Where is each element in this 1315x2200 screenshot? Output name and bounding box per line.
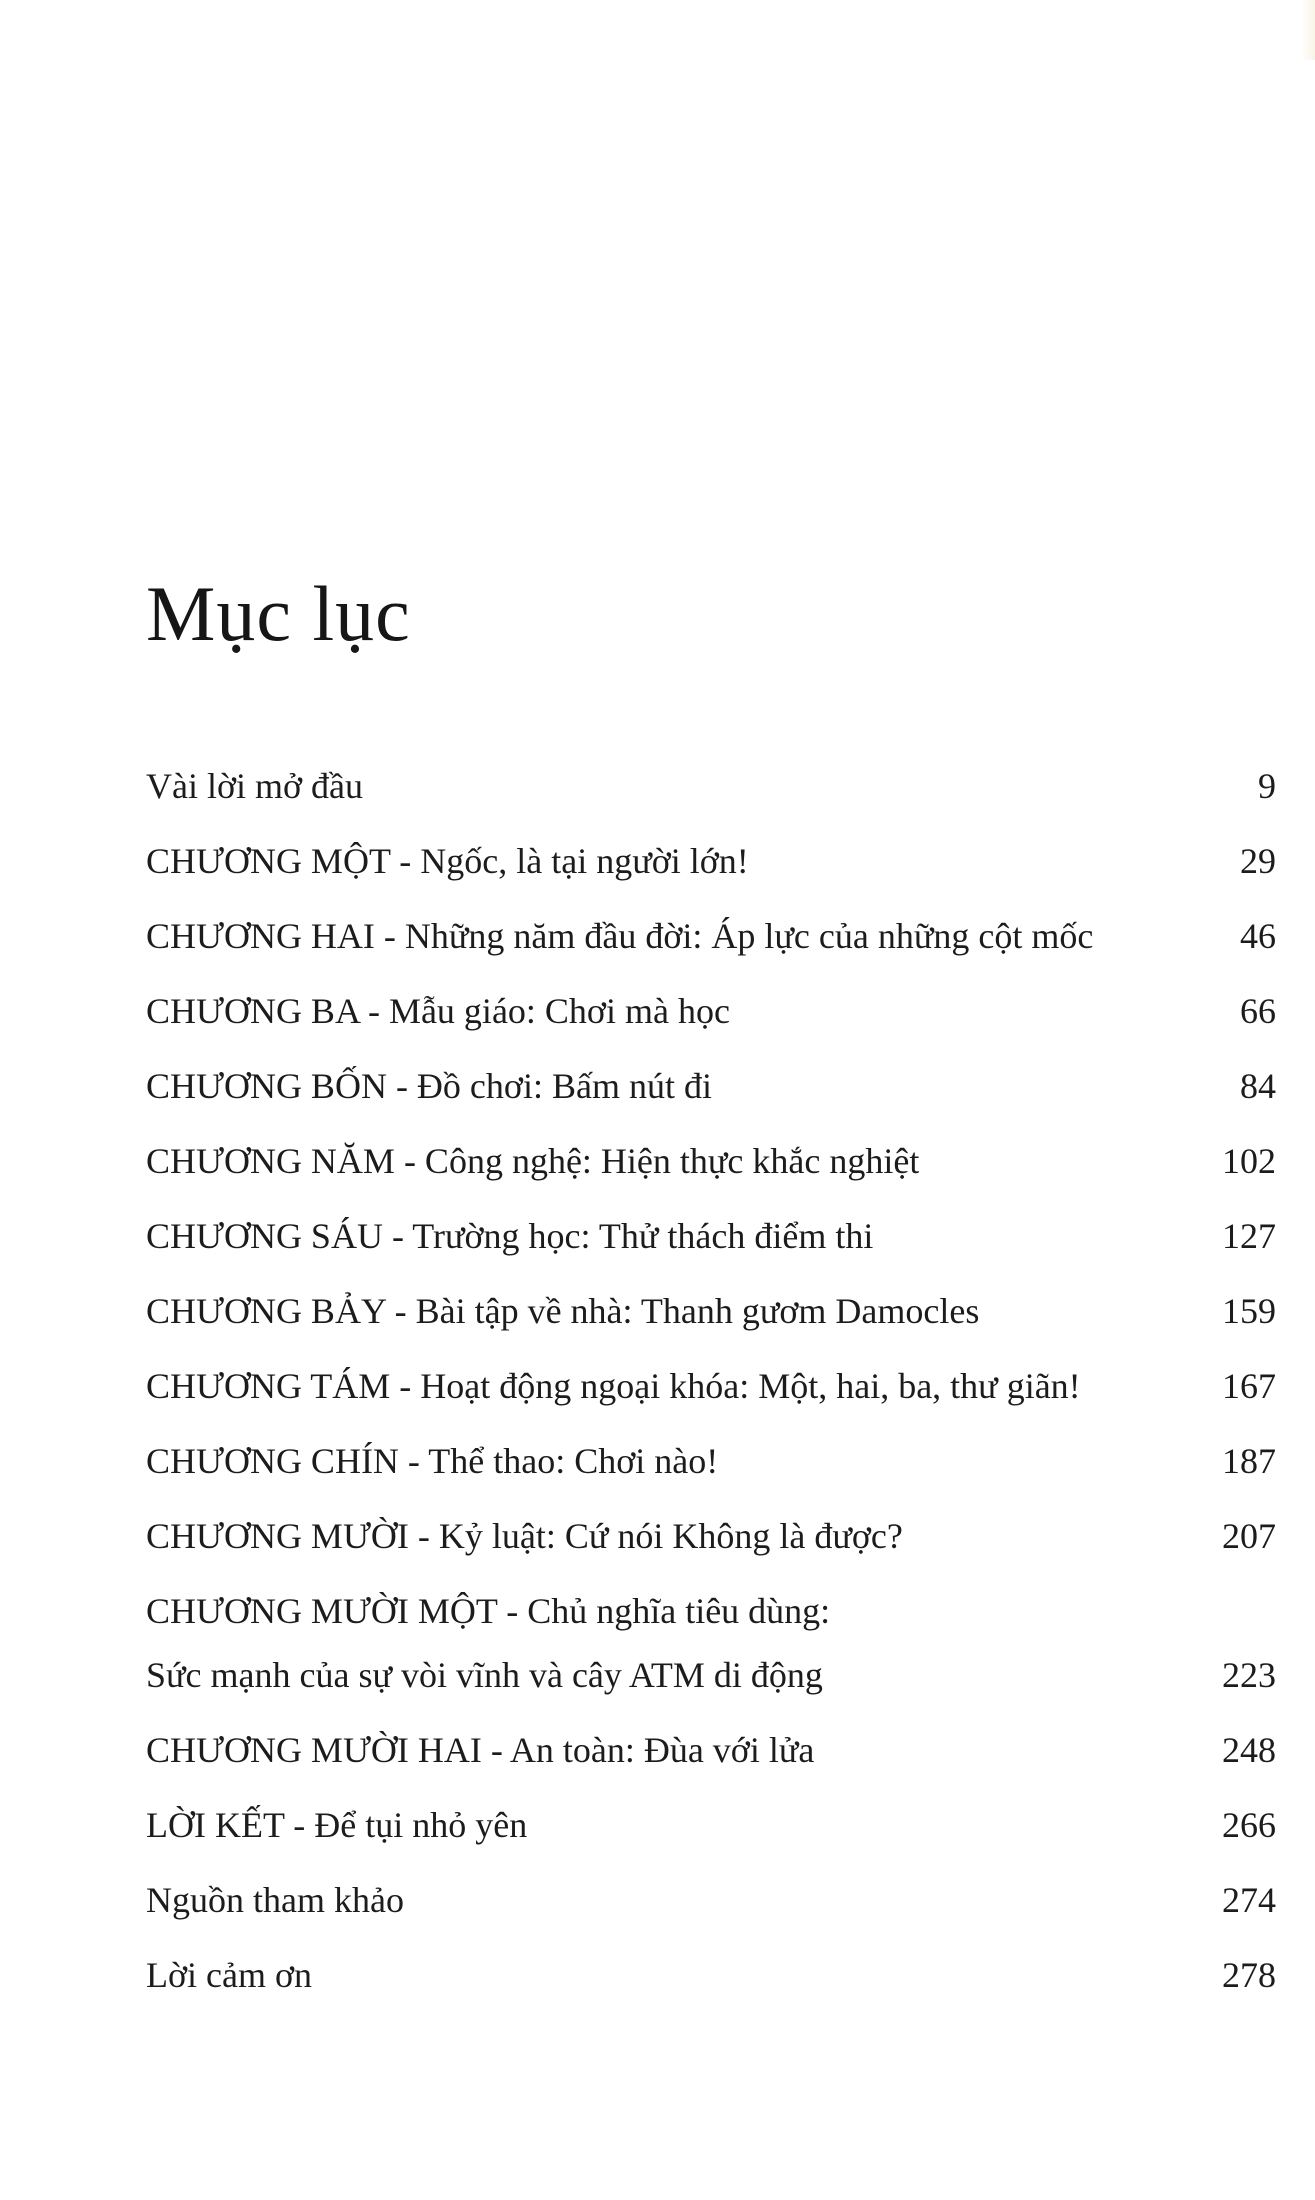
toc-entry-title: CHƯƠNG MỘT - Ngốc, là tại người lớn! [146, 841, 749, 881]
toc-entry-chapter-12 [146, 1729, 1276, 1804]
page-edge-shade [1301, 0, 1315, 60]
toc-entry-page: 29 [1240, 841, 1276, 881]
toc-entry-page: 102 [1222, 1141, 1276, 1181]
toc-entry-page: 187 [1222, 1441, 1276, 1481]
toc-entry-page: 167 [1222, 1366, 1276, 1406]
toc-entry-chapter-5 [146, 1140, 1276, 1215]
toc-entry-title: CHƯƠNG BA - Mẫu giáo: Chơi mà học [146, 991, 730, 1031]
toc-entry-chapter-3 [146, 990, 1276, 1065]
toc-entry-page: 84 [1240, 1066, 1276, 1106]
toc-entry-chapter-2 [146, 915, 1276, 990]
toc-entry-page: 223 [1222, 1655, 1276, 1695]
toc-entry-page: 66 [1240, 991, 1276, 1031]
toc-entry-chapter-9 [146, 1440, 1276, 1515]
toc-entry-title: Vài lời mở đầu [146, 766, 364, 806]
toc-entry-page: 248 [1222, 1730, 1276, 1770]
toc-entry-acknowledgements [146, 1954, 1276, 2029]
toc-entry-page: 127 [1222, 1216, 1276, 1256]
toc-entry-title: Nguồn tham khảo [146, 1880, 404, 1920]
toc-entry-chapter-11-line-2 [146, 1654, 1276, 1729]
toc-entry-title: CHƯƠNG BẢY - Bài tập về nhà: Thanh gươm Damocles [146, 1291, 980, 1331]
toc-entry-epilogue [146, 1804, 1276, 1879]
toc-entry-chapter-1 [146, 840, 1276, 915]
toc-entry-page: 159 [1222, 1291, 1276, 1331]
toc-entry-title: LỜI KẾT - Để tụi nhỏ yên [146, 1805, 528, 1845]
toc-entry-references [146, 1879, 1276, 1954]
toc-entry-title: CHƯƠNG MƯỜI MỘT - Chủ nghĩa tiêu dùng: [146, 1591, 831, 1631]
toc-entry-page: 266 [1222, 1805, 1276, 1845]
table-of-contents [146, 765, 1276, 2029]
toc-entry-title: CHƯƠNG BỐN - Đồ chơi: Bấm nút đi [146, 1066, 712, 1106]
toc-entry-title: CHƯƠNG TÁM - Hoạt động ngoại khóa: Một, hai, ba, thư giãn! [146, 1366, 1081, 1406]
page-title: Mục lục [146, 570, 411, 657]
toc-entry-intro [146, 765, 1276, 840]
toc-entry-title: CHƯƠNG MƯỜI - Kỷ luật: Cứ nói Không là được? [146, 1516, 903, 1556]
toc-entry-chapter-7 [146, 1290, 1276, 1365]
toc-entry-page: 207 [1222, 1516, 1276, 1556]
toc-entry-chapter-11-line-1 [146, 1590, 1276, 1654]
toc-entry-chapter-8 [146, 1365, 1276, 1440]
toc-entry-page: 274 [1222, 1880, 1276, 1920]
toc-entry-title: CHƯƠNG MƯỜI HAI - An toàn: Đùa với lửa [146, 1730, 815, 1770]
toc-entry-page: 9 [1258, 766, 1276, 806]
toc-entry-chapter-4 [146, 1065, 1276, 1140]
toc-entry-title: CHƯƠNG NĂM - Công nghệ: Hiện thực khắc nghiệt [146, 1141, 920, 1181]
toc-entry-title: CHƯƠNG SÁU - Trường học: Thử thách điểm thi [146, 1216, 874, 1256]
toc-entry-page: 278 [1222, 1955, 1276, 1995]
toc-entry-chapter-10 [146, 1515, 1276, 1590]
toc-entry-title: Sức mạnh của sự vòi vĩnh và cây ATM di động [146, 1655, 823, 1695]
toc-entry-title: CHƯƠNG HAI - Những năm đầu đời: Áp lực của những cột mốc [146, 916, 1094, 956]
toc-entry-chapter-6 [146, 1215, 1276, 1290]
toc-entry-title: CHƯƠNG CHÍN - Thể thao: Chơi nào! [146, 1441, 719, 1481]
toc-entry-title: Lời cảm ơn [146, 1955, 313, 1995]
toc-entry-page: 46 [1240, 916, 1276, 956]
